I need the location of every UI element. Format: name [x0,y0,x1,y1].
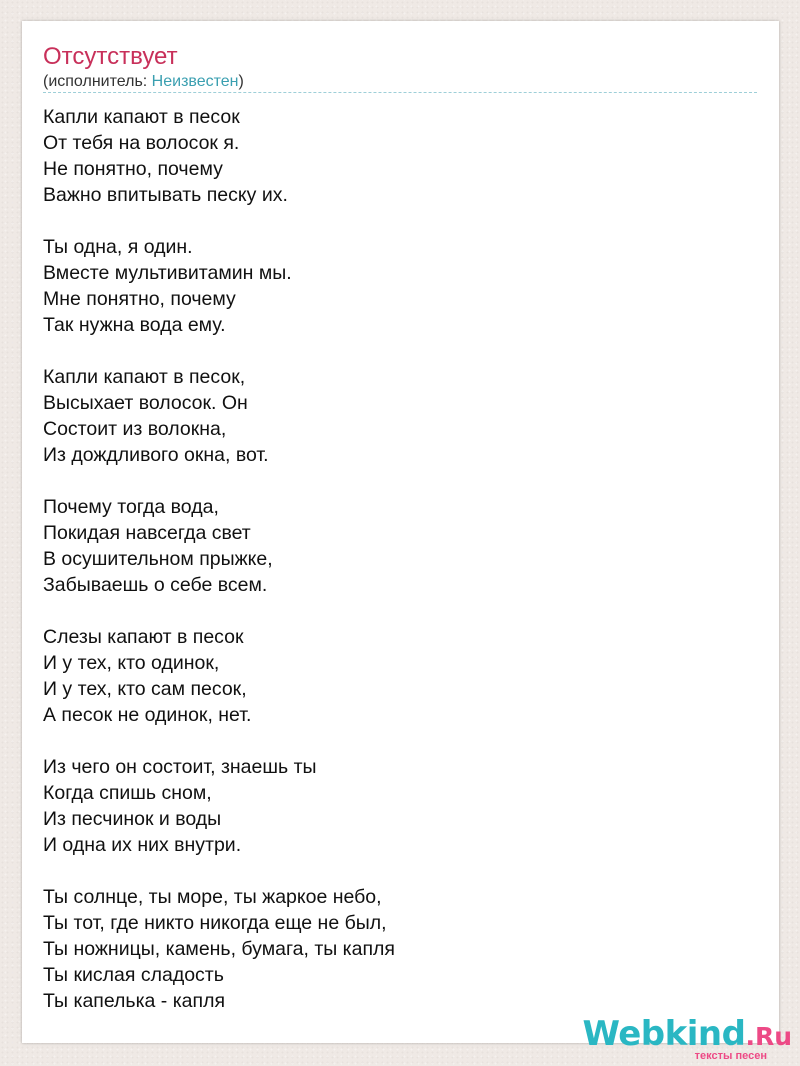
lyric-line: И у тех, кто одинок, [43,652,220,674]
title-divider [43,92,757,93]
lyric-line: И одна их них внутри. [43,834,242,856]
lyric-line: Ты капелька - капля [43,990,226,1012]
lyric-line: Капли капают в песок [43,106,240,128]
lyric-line: Ты солнце, ты море, ты жаркое небо, [43,886,382,908]
lyric-line: Мне понятно, почему [43,288,236,310]
stanza [43,884,395,1014]
lyric-line: Из песчинок и воды [43,808,222,830]
lyric-line: Ты тот, где никто никогда еще не был, [43,912,387,934]
stanza [43,494,395,598]
lyric-line: Из чего он состоит, знаешь ты [43,756,317,778]
lyric-line: Ты одна, я один. [43,236,193,258]
stanza [43,364,395,468]
lyric-line: Из дождливого окна, вот. [43,444,269,466]
stanza [43,234,395,338]
lyric-line: Ты ножницы, камень, бумага, ты капля [43,938,395,960]
lyrics-text [43,104,395,1040]
artist-suffix: ) [238,73,244,90]
lyric-line: В осушительном прыжке, [43,548,273,570]
lyric-line: Высыхает волосок. Он [43,392,248,414]
stanza [43,104,395,208]
lyric-line: Забываешь о себе всем. [43,574,268,596]
logo-tagline: тексты песен [694,1050,767,1062]
lyric-line: Вместе мультивитамин мы. [43,262,292,284]
lyric-line: Ты кислая сладость [43,964,224,986]
lyrics-card [22,21,779,1043]
lyric-line: Не понятно, почему [43,158,223,180]
logo-tld-text: .Ru [745,1022,792,1051]
song-title: Отсутствует [43,43,178,70]
stanza [43,624,395,728]
logo-main-text: Webkind [582,1014,746,1054]
artist-link[interactable]: Неизвестен [151,73,239,90]
lyric-line: И у тех, кто сам песок, [43,678,247,700]
lyric-line: От тебя на волосок я. [43,132,240,154]
lyric-line: А песок не одинок, нет. [43,704,252,726]
stanza [43,754,395,858]
lyric-line: Покидая навсегда свет [43,522,251,544]
site-logo[interactable] [582,1014,792,1066]
artist-prefix: (исполнитель: [43,73,152,90]
artist-line [43,72,244,92]
lyric-line: Состоит из волокна, [43,418,227,440]
lyric-line: Почему тогда вода, [43,496,219,518]
lyric-line: Так нужна вода ему. [43,314,226,336]
lyric-line: Важно впитывать песку их. [43,184,288,206]
lyric-line: Капли капают в песок, [43,366,246,388]
lyric-line: Когда спишь сном, [43,782,212,804]
lyric-line: Слезы капают в песок [43,626,244,648]
